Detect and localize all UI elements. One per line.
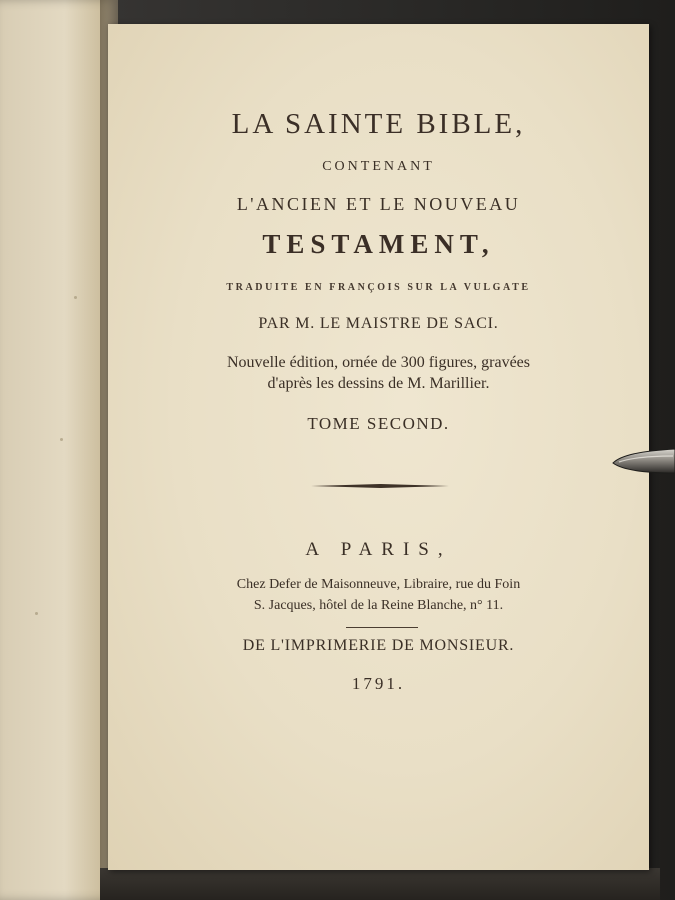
traduite-line: TRADUITE EN FRANÇOIS SUR LA VULGATE — [226, 282, 531, 293]
ornamental-rule — [311, 484, 449, 488]
paper-fleck — [60, 438, 63, 441]
author-line: PAR M. LE MAISTRE DE SACI. — [258, 315, 499, 332]
paper-fleck — [35, 612, 38, 615]
year-line: 1791. — [351, 674, 406, 693]
contenant-line: CONTENANT — [322, 159, 435, 174]
paper-fleck — [74, 296, 77, 299]
testament-line: TESTAMENT, — [262, 229, 495, 259]
publisher-line-2: S. Jacques, hôtel de la Reine Blanche, n° 11. — [253, 598, 504, 613]
ancien-nouveau-line: L'ANCIEN ET LE NOUVEAU — [236, 194, 521, 214]
edition-line-2: d'après les dessins de M. Marillier. — [267, 375, 490, 392]
place-line: A PARIS, — [305, 539, 452, 560]
title-page — [108, 24, 649, 870]
volume-line: TOME SECOND. — [307, 414, 450, 433]
edition-line-1: Nouvelle édition, ornée de 300 figures, gravées — [226, 354, 530, 371]
book-title: LA SAINTE BIBLE, — [231, 108, 526, 140]
printer-line: DE L'IMPRIMERIE DE MONSIEUR. — [242, 637, 515, 654]
publisher-line-1: Chez Defer de Maisonneuve, Libraire, rue du Foin — [236, 577, 521, 592]
divider-rule — [346, 627, 418, 628]
page-edges — [100, 868, 660, 900]
metal-bookmark-icon — [611, 447, 675, 477]
